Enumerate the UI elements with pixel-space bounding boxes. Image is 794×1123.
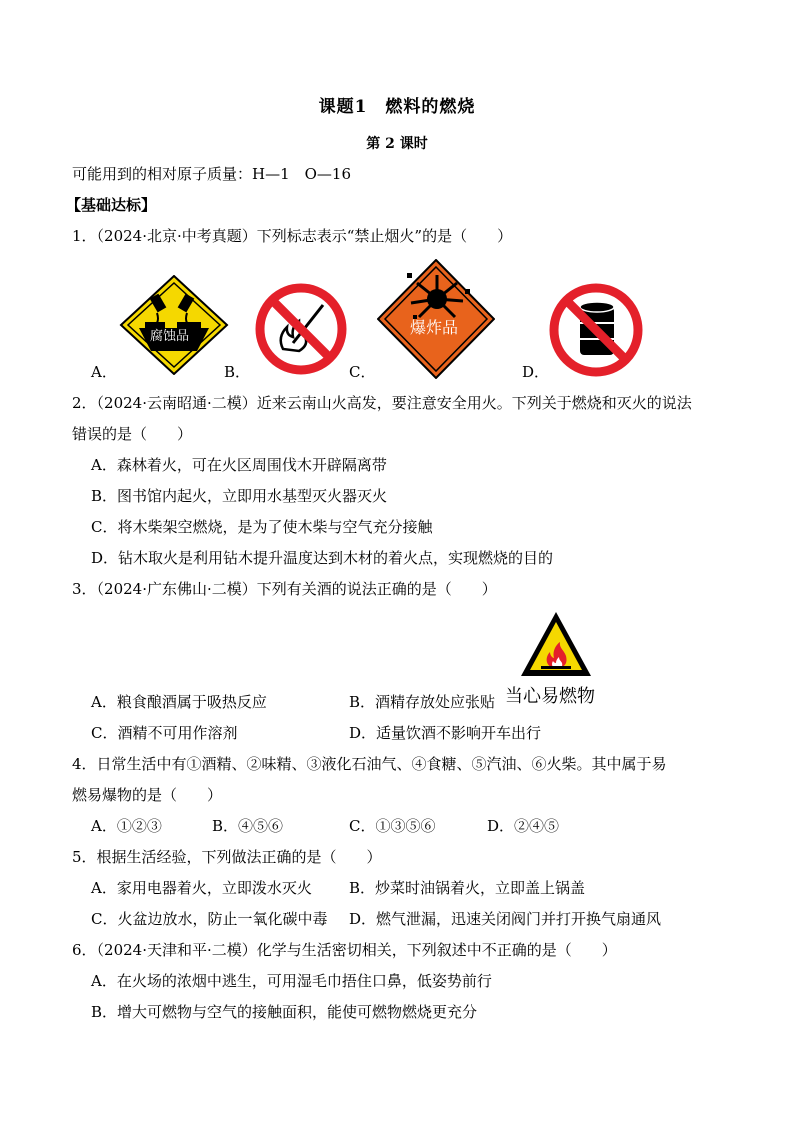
question-5-option-b: B．炒菜时油锅着火，立即盖上锅盖 (349, 879, 586, 897)
question-2-stem-line2: 错误的是（ ） (72, 425, 193, 443)
flammable-warning-caption: 当心易燃物 (505, 686, 595, 707)
question-4-option-d: D．②④⑤ (487, 817, 560, 835)
page-title: 课题1 燃料的燃烧 (318, 97, 476, 117)
no-flammable-barrel-sign (549, 283, 643, 377)
corrosive-sign (119, 275, 229, 375)
question-4-stem-line1: 4．日常生活中有①酒精、②味精、③液化石油气、④食糖、⑤汽油、⑥火柴。其中属于易 (72, 755, 667, 773)
question-4-stem-line2: 燃易爆物的是（ ） (72, 786, 223, 804)
question-6-stem: 6．（2024·天津和平·二模）化学与生活密切相关，下列叙述中不正确的是（ ） (72, 941, 617, 959)
question-2-option-c: C．将木柴架空燃烧，是为了使木柴与空气充分接触 (91, 518, 433, 536)
question-4-option-c: C．①③⑤⑥ (349, 817, 436, 835)
question-1-option-d-label: D． (522, 363, 550, 381)
question-6-option-a: A．在火场的浓烟中逃生，可用湿毛巾捂住口鼻，低姿势前行 (91, 972, 492, 990)
question-2-option-d: D．钻木取火是利用钻木提升温度达到木材的着火点，实现燃烧的目的 (91, 549, 554, 567)
corrosive-sign-text: 腐蚀品 (150, 329, 190, 344)
question-6-option-b: B．增大可燃物与空气的接触面积，能使可燃物燃烧更充分 (91, 1003, 478, 1021)
question-3-option-d: D．适量饮酒不影响开车出行 (349, 724, 542, 742)
question-2-option-b: B．图书馆内起火，立即用水基型灭火器灭火 (91, 487, 388, 505)
explosive-sign-text: 爆炸品 (410, 318, 459, 337)
question-1-option-a-label: A． (91, 363, 117, 381)
question-5-option-a: A．家用电器着火，立即泼水灭火 (91, 879, 312, 897)
question-2-option-a: A．森林着火，可在火区周围伐木开辟隔离带 (91, 456, 387, 474)
question-3-option-b: B．酒精存放处应张贴 (349, 693, 496, 711)
no-fire-sign (255, 283, 347, 375)
atomic-mass-note: 可能用到的相对原子质量：H—1 O—16 (72, 165, 352, 183)
question-5-option-c: C．火盆边放水，防止一氧化碳中毒 (91, 910, 328, 928)
question-4-option-b: B．④⑤⑥ (212, 817, 284, 835)
section-heading: 【基础达标】 (66, 196, 157, 214)
question-1-option-c-label: C． (349, 363, 376, 381)
question-3-stem: 3．（2024·广东佛山·二模）下列有关酒的说法正确的是（ ） (72, 580, 497, 598)
question-2-stem-line1: 2．（2024·云南昭通·二模）近来云南山火高发，要注意安全用火。下列关于燃烧和灭火的说法 (72, 394, 692, 412)
question-5-stem: 5．根据生活经验，下列做法正确的是（ ） (72, 848, 382, 866)
question-3-option-c: C．酒精不可用作溶剂 (91, 724, 238, 742)
question-1-option-b-label: B． (224, 363, 251, 381)
page-subtitle: 第 2 课时 (366, 136, 428, 152)
flammable-warning-sign (519, 610, 593, 678)
question-1-stem: 1．（2024·北京·中考真题）下列标志表示“禁止烟火”的是（ ） (72, 227, 513, 245)
question-3-option-a: A．粮食酿酒属于吸热反应 (91, 693, 267, 711)
question-5-option-d: D．燃气泄漏，迅速关闭阀门并打开换气扇通风 (349, 910, 662, 928)
question-4-option-a: A．①②③ (91, 817, 162, 835)
